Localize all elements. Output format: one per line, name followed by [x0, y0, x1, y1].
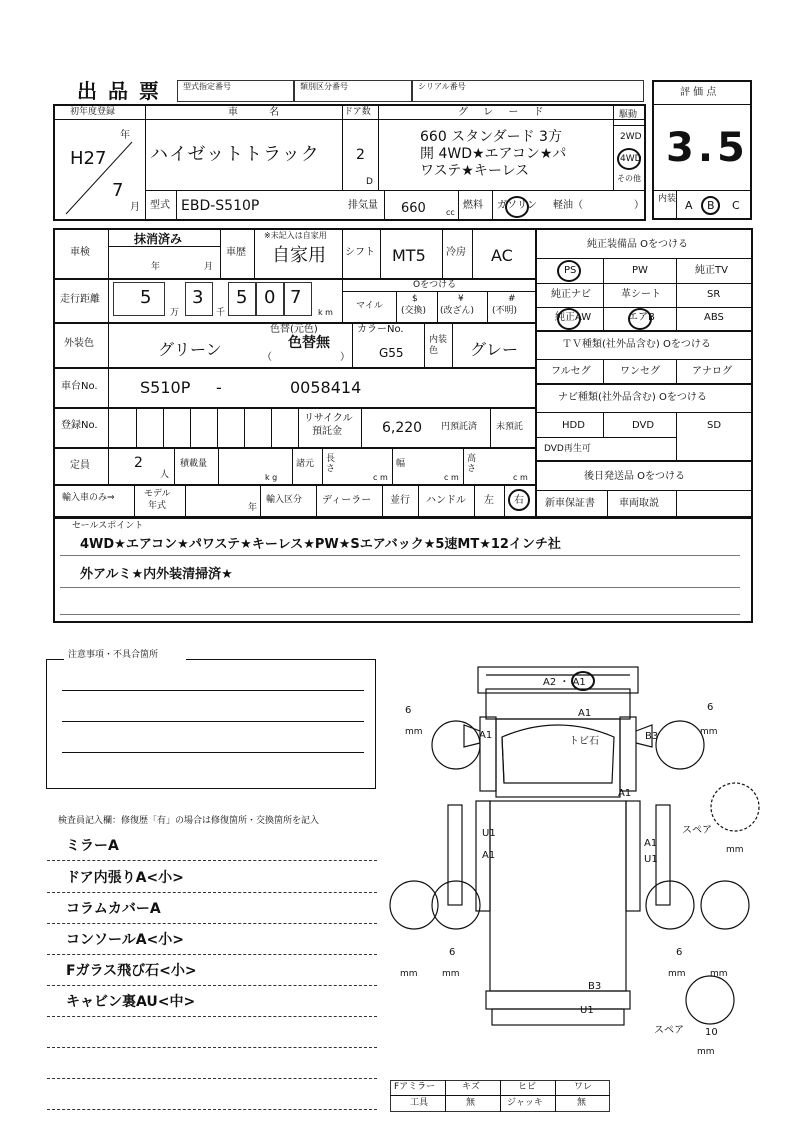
diag-a1-lower: A1: [618, 788, 632, 799]
recycle-value: 6,220: [382, 420, 423, 436]
model-label: 型式: [150, 200, 170, 211]
unknown-label: (不明): [492, 306, 518, 316]
import-label: 輸入車のみ⇒: [62, 493, 115, 503]
later-manual: 車両取説: [619, 498, 659, 509]
exterior-value: グリーン: [158, 340, 222, 359]
equip-ps-circle: [557, 260, 581, 282]
tire-rr-mm-2: mm: [710, 969, 728, 979]
first-reg-era: H27: [70, 148, 107, 169]
equip-airbag: エアB: [628, 312, 655, 323]
inspector-item-1: ミラーA: [66, 838, 119, 854]
length-label: 長さ: [326, 454, 336, 474]
diag-b3-right: B3: [645, 731, 659, 742]
sales-point-label: セールスポイント: [72, 521, 144, 531]
inspector-label: 検査員記入欄：修復歴「有」の場合は修復箇所・交換箇所を記入: [58, 816, 320, 826]
recycle-not: 未預託: [496, 422, 524, 432]
drive-4wd: 4WD: [620, 154, 642, 164]
dims-label: 諸元: [296, 459, 315, 469]
cc-unit: cc: [446, 208, 455, 217]
category-label: 類別区分番号: [300, 82, 348, 91]
drive-other: その他: [617, 174, 641, 183]
legend-h3: ヒビ: [518, 1082, 537, 1092]
interior-c: C: [732, 199, 740, 212]
grade-line3: ワステ★キーレス: [420, 163, 530, 179]
equip-aw-circle: [557, 308, 581, 330]
load-label: 積載量: [180, 459, 208, 469]
int-color-value: グレー: [470, 340, 519, 359]
mileage-digit-1: 5: [140, 287, 152, 308]
handle-right-circle: [508, 489, 530, 511]
model-year-label-2: 年式: [148, 501, 167, 511]
tire-rl-value: 6: [449, 947, 456, 958]
legend-h4: ワレ: [574, 1082, 593, 1092]
mileage-digit-3: 5: [236, 287, 248, 308]
drive-4wd-circle: [617, 148, 641, 170]
tire-rl-mm-1: mm: [400, 969, 418, 979]
int-color-label: 内装色: [429, 335, 448, 356]
first-reg-month: 7: [112, 180, 124, 201]
inspector-item-2: ドア内張りA<小>: [66, 870, 184, 886]
date-slash: [60, 140, 140, 220]
diag-u1-bottom: U1: [580, 1005, 594, 1016]
mileage-label: 走行距離: [60, 294, 100, 305]
later-title: 後日発送品 Oをつける: [584, 471, 686, 482]
handle-label: ハンドル: [426, 495, 466, 506]
fuel-diesel-close: ）: [634, 200, 644, 211]
navi-title: ナビ種類(社外品含む) Oをつける: [558, 392, 707, 403]
fuel-diesel: 軽油（: [553, 200, 583, 211]
swap-symbol: $: [412, 294, 418, 304]
recolor-paren-close: ）: [340, 352, 350, 363]
equipment-title: 純正装備品 Oをつける: [587, 239, 689, 250]
diag-a1-right2: A1: [644, 838, 658, 849]
width-unit: c m: [444, 473, 459, 482]
displacement-label: 排気量: [348, 200, 378, 211]
drive-2wd: 2WD: [620, 132, 642, 142]
chassis-prefix: S510P: [140, 378, 191, 397]
shift-label: シフト: [345, 247, 375, 258]
interior-a: A: [685, 199, 693, 212]
shift-value: MT5: [392, 246, 426, 265]
diag-a1-left2: A1: [482, 850, 496, 861]
tire-fl-mm: mm: [405, 727, 423, 737]
reg-no-label: 登録No.: [61, 420, 98, 431]
fuel-gasoline: ガソリン: [497, 200, 537, 211]
length-unit: c m: [373, 473, 388, 482]
legend-h1: Fアミラー: [394, 1082, 436, 1092]
sales-point-line1: 4WD★エアコン★パワステ★キーレス★PW★Sエアバック★5速MT★12インチ社: [80, 537, 561, 552]
diag-a1-center: A1: [578, 708, 592, 719]
spare-mm-1: mm: [726, 845, 744, 855]
tire-fr-mm: mm: [700, 727, 718, 737]
sales-point-line2: 外アルミ★内外装清掃済★: [80, 567, 233, 582]
page-title: 出 品 票: [77, 79, 161, 103]
dealer-option: ディーラー: [322, 495, 372, 506]
recolor-value: 色替無: [288, 335, 330, 351]
tire-fl-value: 6: [405, 705, 412, 716]
recycle-label-1: リサイクル: [304, 413, 353, 424]
inspector-item-3: コラムカバーA: [66, 901, 161, 917]
score-value: 3.5: [666, 125, 749, 171]
load-unit: k g: [265, 473, 278, 482]
color-no-value: G55: [379, 346, 404, 360]
year-label: 年: [120, 130, 130, 141]
color-no-label: カラーNo.: [357, 324, 404, 335]
model-cert-label: 型式指定番号: [183, 82, 231, 91]
equip-airbag-circle: [628, 308, 652, 330]
diag-b3-bottom: B3: [588, 981, 602, 992]
legend-r1: 工具: [410, 1098, 429, 1108]
chassis-no: 0058414: [290, 378, 362, 397]
inspection-value: 抹消済み: [134, 232, 183, 246]
notes-label: 注意事項・不具合箇所: [68, 650, 159, 660]
serial-label: シリアル番号: [418, 82, 466, 91]
height-unit: c m: [513, 473, 528, 482]
fuel-gasoline-circle: [505, 196, 529, 218]
mile-label: マイル: [356, 301, 383, 311]
month-label: 月: [130, 202, 140, 213]
unknown-symbol: #: [508, 294, 516, 304]
grade-line2: 開 4WD★エアコン★パ: [420, 146, 567, 162]
tire-rr-value: 6: [676, 947, 683, 958]
first-reg-label: 初年度登録: [70, 107, 116, 117]
drive-label: 駆動: [619, 110, 638, 120]
aircon-value: AC: [491, 246, 513, 265]
car-name-label: 車 名: [228, 107, 294, 118]
diag-top-label: A2 ・ A1: [543, 677, 586, 688]
tamper-symbol: ¥: [458, 294, 464, 304]
height-label: 高さ: [467, 454, 477, 474]
model-value: EBD-S510P: [181, 198, 260, 214]
fuel-label: 燃料: [463, 200, 483, 211]
import-year-unit: 年: [248, 503, 258, 513]
chassis-dash: -: [216, 378, 222, 397]
import-type-label: 輸入区分: [266, 495, 303, 505]
spare-mm-2: mm: [697, 1047, 715, 1057]
interior-b-circle: [701, 196, 720, 215]
chassis-label: 車台No.: [61, 381, 98, 392]
interior-label: 内装: [658, 194, 677, 204]
equip-ps: PS: [564, 265, 577, 276]
equip-abs: ABS: [704, 312, 724, 323]
exterior-label: 外装色: [64, 338, 94, 349]
mileage-digit-2: 3: [192, 287, 204, 308]
tv-title: ＴＶ種類(社外品含む) Oをつける: [562, 339, 711, 350]
diag-u1-right: U1: [644, 854, 658, 865]
tv-fullseg: フルセグ: [551, 366, 591, 377]
recolor-paren-open: （: [262, 352, 272, 363]
recycle-label-2: 預託金: [312, 426, 342, 437]
spare-label-2: スペア: [654, 1025, 684, 1036]
equip-leather: 革シート: [621, 289, 661, 300]
tire-rl-mm-2: mm: [442, 969, 460, 979]
recycle-done: 円預託済: [441, 422, 478, 432]
navi-sd: SD: [707, 420, 722, 431]
car-name: ハイゼットトラック: [150, 144, 320, 165]
spare-label-1: スペア: [682, 825, 712, 836]
swap-label: (交換): [401, 306, 427, 316]
mileage-man: 万: [170, 308, 180, 318]
inspection-year: 年: [151, 262, 161, 272]
history-value: 自家用: [272, 245, 326, 266]
tire-fr-value: 6: [707, 702, 714, 713]
equip-sr: SR: [707, 289, 721, 300]
mileage-km: k m: [318, 308, 333, 317]
equip-navi: 純正ナビ: [551, 289, 591, 300]
navi-dvd: DVD: [632, 420, 655, 431]
diag-u1-left: U1: [482, 828, 496, 839]
handle-left: 左: [484, 495, 494, 506]
recolor-label: 色替(元色): [270, 324, 318, 335]
mileage-sen: 千: [216, 308, 226, 318]
diag-a1-left: A1: [479, 730, 493, 741]
later-warranty: 新車保証書: [545, 498, 595, 509]
door-suffix: D: [366, 177, 373, 187]
history-note: ※未記入は自家用: [264, 231, 327, 240]
mileage-digit-5: 7: [290, 287, 302, 308]
inspector-item-4: コンソールA<小>: [66, 932, 185, 948]
grade-line1: 660 スタンダード 3方: [420, 129, 562, 145]
capacity-value: 2: [134, 455, 143, 471]
tire-rr-mm-1: mm: [668, 969, 686, 979]
grade-label: グ レ ー ド: [458, 107, 550, 118]
tv-oneseg: ワンセグ: [620, 366, 660, 377]
capacity-unit: 人: [160, 470, 170, 480]
legend-h2: キズ: [462, 1082, 480, 1092]
inspector-item-5: Fガラス飛び石<小>: [66, 963, 197, 979]
equip-pw: PW: [632, 265, 648, 276]
handle-right: 右: [514, 495, 524, 506]
legend-r3: ジャッキ: [507, 1098, 543, 1108]
navi-hdd: HDD: [562, 420, 585, 431]
mileage-mark-label: Oをつける: [413, 280, 457, 290]
capacity-label: 定員: [70, 460, 90, 471]
diag-stone: トビ石: [569, 736, 599, 747]
dvd-playback: DVD再生可: [544, 444, 591, 454]
door-label: ドア数: [344, 107, 371, 117]
spare-value: 10: [705, 1027, 718, 1038]
mileage-digit-4: 0: [264, 287, 276, 308]
aircon-label: 冷房: [446, 247, 466, 258]
history-label: 車歴: [226, 247, 246, 258]
equip-tv: 純正TV: [695, 265, 728, 276]
door-count: 2: [356, 147, 365, 163]
inspection-label: 車検: [70, 247, 90, 258]
legend-r2: 無: [466, 1098, 476, 1108]
model-year-label-1: モデル: [144, 489, 171, 499]
interior-b: B: [707, 199, 715, 212]
score-label: 評 価 点: [680, 87, 717, 98]
parallel-option: 並行: [390, 495, 410, 506]
tamper-label: (改ざん): [440, 306, 475, 316]
tv-analog: アナログ: [692, 366, 732, 377]
inspection-month: 月: [204, 262, 214, 272]
width-label: 幅: [396, 459, 406, 469]
displacement-value: 660: [401, 201, 426, 216]
inspector-item-6: キャビン裏AU<中>: [66, 994, 196, 1010]
diag-top-circle: [571, 671, 595, 691]
equip-aw: 純正AW: [555, 312, 592, 323]
legend-r4: 無: [577, 1098, 587, 1108]
